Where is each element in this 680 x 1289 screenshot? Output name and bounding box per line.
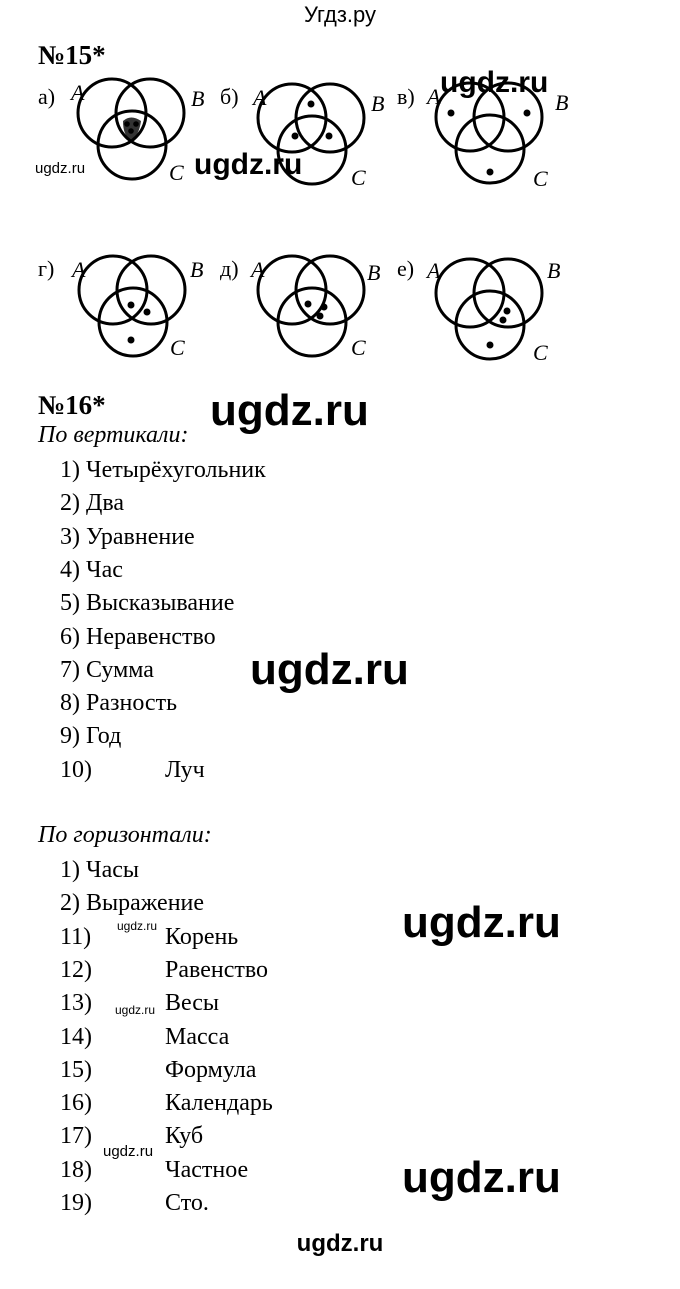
element-dot bbox=[321, 304, 328, 311]
item-word: Час bbox=[86, 556, 123, 583]
list-item bbox=[60, 587, 234, 620]
item-word: Куб bbox=[165, 1123, 204, 1150]
element-dot bbox=[128, 128, 134, 134]
set-a-label: A bbox=[251, 257, 265, 282]
diagram-label: б) bbox=[220, 84, 239, 109]
element-dot bbox=[144, 309, 151, 316]
element-dot bbox=[317, 313, 324, 320]
venn-diagram-d bbox=[68, 245, 238, 375]
list-item bbox=[60, 687, 177, 720]
set-b-label: B bbox=[555, 90, 569, 115]
horizontal-heading: По горизонтали: bbox=[38, 822, 212, 848]
item-number: 9) bbox=[60, 723, 80, 750]
watermark: ugdz.ru bbox=[117, 919, 158, 933]
item-word: Календарь bbox=[165, 1090, 273, 1117]
set-a-circle bbox=[258, 84, 326, 152]
element-dot bbox=[308, 101, 315, 108]
item-word: Разность bbox=[86, 690, 178, 717]
list-item bbox=[60, 554, 123, 587]
list-item bbox=[60, 854, 139, 887]
element-dot bbox=[524, 110, 531, 117]
list-item bbox=[60, 887, 204, 920]
set-a-circle bbox=[78, 79, 146, 147]
item-number: 1) bbox=[60, 457, 80, 483]
item-number: 14) bbox=[60, 1023, 92, 1050]
set-b-label: B bbox=[367, 260, 381, 285]
watermark: ugdz.ru bbox=[402, 898, 561, 947]
diagram-label: д) bbox=[220, 256, 239, 281]
set-a-circle bbox=[436, 259, 504, 327]
set-c-label: C bbox=[170, 335, 185, 360]
watermark: ugdz.ru bbox=[103, 1143, 154, 1160]
item-word: Частное bbox=[165, 1156, 249, 1183]
item-word: Равенство bbox=[165, 956, 268, 983]
item-word: Высказывание bbox=[86, 590, 235, 617]
venn-diagram-c bbox=[425, 72, 595, 202]
list-item bbox=[60, 1087, 273, 1120]
diagram-label: в) bbox=[397, 84, 415, 109]
item-word: Год bbox=[86, 723, 122, 750]
item-word: Корень bbox=[165, 923, 239, 950]
set-a-circle bbox=[436, 83, 504, 151]
set-a-circle bbox=[258, 256, 326, 324]
list-item bbox=[60, 654, 154, 687]
watermark: ugdz.ru bbox=[440, 66, 549, 99]
item-number: 19) bbox=[60, 1190, 92, 1216]
set-a-label: A bbox=[71, 80, 85, 105]
set-a-label: A bbox=[427, 84, 441, 109]
diagram-label: е) bbox=[397, 256, 415, 281]
item-word: Часы bbox=[86, 857, 140, 883]
item-word: Весы bbox=[165, 990, 220, 1017]
venn-diagram-f bbox=[425, 248, 595, 378]
item-word: Выражение bbox=[86, 890, 205, 917]
watermark: ugdz.ru bbox=[210, 386, 369, 435]
item-word: Два bbox=[86, 490, 125, 517]
diagram-label: а) bbox=[38, 84, 56, 109]
item-word: Неравенство bbox=[86, 623, 216, 650]
set-a-label: A bbox=[253, 85, 267, 110]
watermark: ugdz.ru bbox=[402, 1153, 561, 1202]
venn-diagram-a bbox=[67, 68, 237, 198]
item-number: 18) bbox=[60, 1156, 92, 1183]
watermark: ugdz.ru bbox=[115, 1003, 156, 1017]
element-dot bbox=[448, 110, 455, 117]
item-word: Сто. bbox=[165, 1190, 209, 1216]
list-item bbox=[60, 754, 205, 787]
task-15-number: №15* bbox=[38, 40, 106, 70]
set-b-label: B bbox=[547, 258, 561, 283]
element-dot bbox=[504, 308, 511, 315]
list-item bbox=[60, 621, 216, 654]
watermark: ugdz.ru bbox=[194, 148, 303, 181]
set-c-label: C bbox=[351, 335, 366, 360]
item-word: Уравнение bbox=[86, 523, 195, 550]
list-item bbox=[60, 1021, 230, 1054]
list-item bbox=[60, 1054, 257, 1087]
item-number: 7) bbox=[60, 656, 80, 683]
set-b-label: B bbox=[371, 91, 385, 116]
item-number: 1) bbox=[60, 857, 80, 883]
element-dot bbox=[305, 301, 312, 308]
diagram-label: г) bbox=[38, 256, 55, 281]
site-header: Угдз.ру bbox=[303, 2, 377, 27]
element-dot bbox=[128, 337, 135, 344]
item-word: Четырёхугольник bbox=[86, 457, 266, 483]
element-dot bbox=[487, 342, 494, 349]
item-number: 2) bbox=[60, 490, 80, 517]
item-word: Масса bbox=[165, 1023, 230, 1050]
element-dot bbox=[128, 302, 135, 309]
set-b-label: B bbox=[190, 257, 204, 282]
element-dot bbox=[292, 133, 299, 140]
item-number: 17) bbox=[60, 1123, 92, 1150]
set-c-label: C bbox=[169, 160, 184, 185]
set-a-label: A bbox=[72, 257, 86, 282]
list-item bbox=[60, 1187, 209, 1220]
item-number: 3) bbox=[60, 523, 80, 550]
set-c-label: C bbox=[533, 340, 548, 365]
item-number: 15) bbox=[60, 1056, 92, 1083]
item-number: 5) bbox=[60, 590, 80, 617]
item-number: 13) bbox=[60, 990, 92, 1017]
item-number: 4) bbox=[60, 556, 80, 583]
item-number: 2) bbox=[60, 890, 80, 917]
watermark: ugdz.ru bbox=[35, 160, 86, 177]
item-number: 12) bbox=[60, 956, 92, 983]
item-number: 16) bbox=[60, 1090, 92, 1117]
set-a-circle bbox=[79, 256, 147, 324]
item-number: 6) bbox=[60, 623, 80, 650]
item-word: Луч bbox=[165, 756, 205, 783]
watermark: ugdz.ru bbox=[250, 645, 409, 694]
list-item bbox=[60, 720, 121, 753]
list-item bbox=[60, 521, 195, 554]
element-dot bbox=[500, 317, 507, 324]
task-16-number: №16* bbox=[38, 390, 106, 420]
vertical-heading: По вертикали: bbox=[38, 422, 189, 448]
footer-watermark: ugdz.ru bbox=[296, 1230, 384, 1257]
list-item bbox=[60, 1154, 249, 1187]
set-c-label: C bbox=[533, 166, 548, 191]
element-dot bbox=[124, 121, 130, 127]
venn-diagram-b bbox=[247, 73, 417, 203]
item-number: 10) bbox=[60, 756, 92, 783]
item-word: Сумма bbox=[86, 656, 154, 683]
item-word: Формула bbox=[165, 1056, 257, 1083]
venn-diagram-e bbox=[247, 245, 417, 375]
set-a-label: A bbox=[427, 258, 441, 283]
set-b-label: B bbox=[191, 86, 205, 111]
list-item bbox=[60, 454, 266, 487]
set-c-label: C bbox=[351, 165, 366, 190]
item-number: 8) bbox=[60, 690, 80, 717]
element-dot bbox=[487, 169, 494, 176]
item-number: 11) bbox=[60, 923, 92, 950]
element-dot bbox=[326, 133, 333, 140]
list-item bbox=[60, 954, 268, 987]
list-item bbox=[60, 487, 124, 520]
element-dot bbox=[133, 121, 139, 127]
